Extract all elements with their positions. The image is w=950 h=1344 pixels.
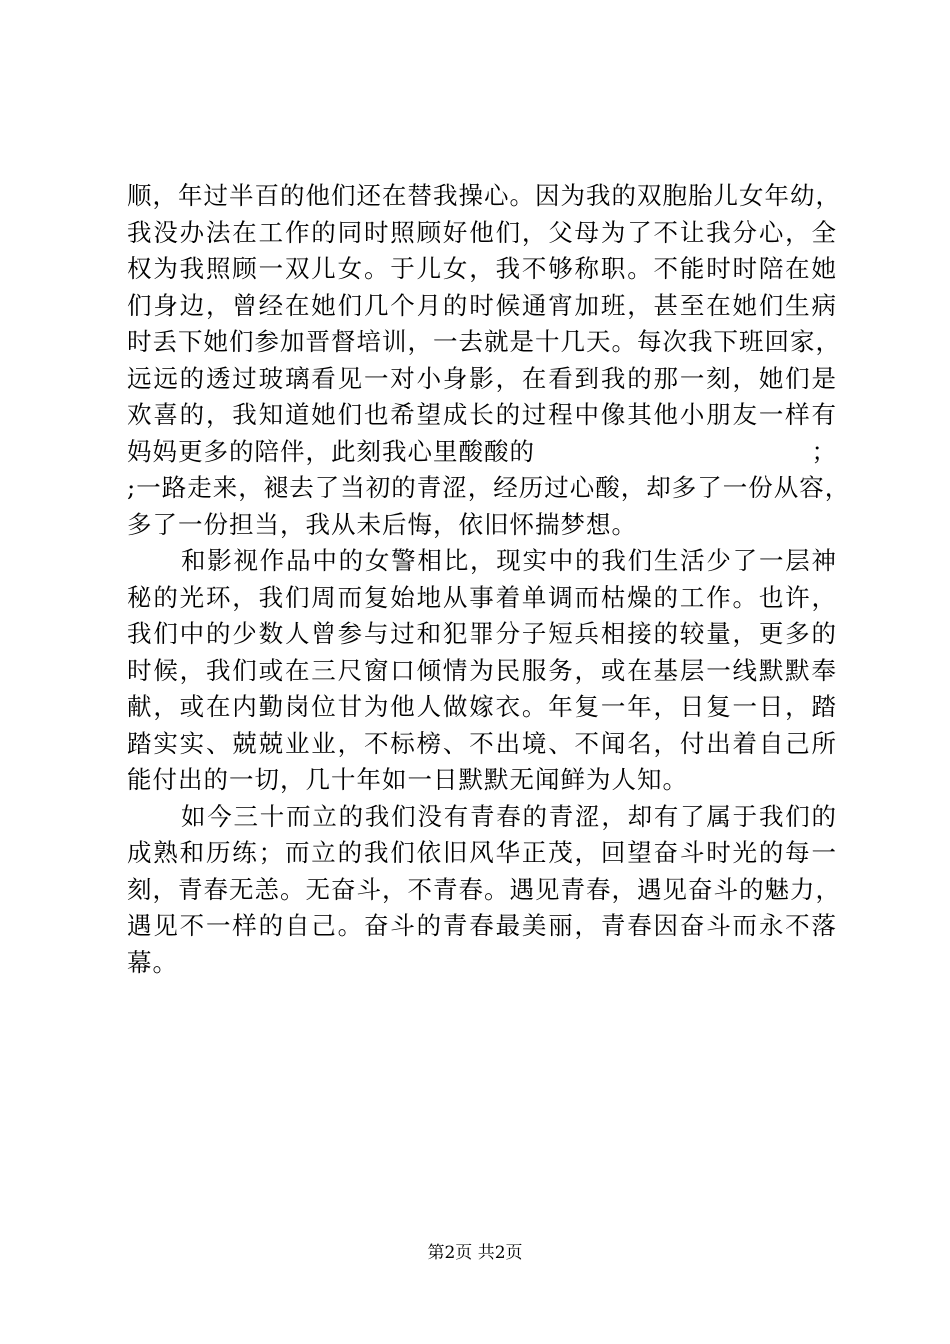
text-line: 时丢下她们参加晋督培训，一去就是十几天。每次我下班回家， xyxy=(127,327,841,356)
text-line: 我们中的少数人曾参与过和犯罪分子短兵相接的较量，更多的 xyxy=(127,619,837,648)
text-line-part: ； xyxy=(811,436,837,466)
text-line: 成熟和历练；而立的我们依旧风华正茂，回望奋斗时光的每一 xyxy=(127,838,837,867)
page-number-footer: 第2页 共2页 xyxy=(427,1243,523,1263)
text-line: 踏实实、兢兢业业，不标榜、不出境、不闻名，付出着自己所 xyxy=(127,728,837,758)
text-line xyxy=(127,434,837,471)
text-line: 欢喜的，我知道她们也希望成长的过程中像其他小朋友一样有 xyxy=(127,400,837,429)
text-line: 秘的光环，我们周而复始地从事着单调而枯燥的工作。也许， xyxy=(127,582,837,612)
text-line: 们身边，曾经在她们几个月的时候通宵加班，甚至在她们生病 xyxy=(127,290,837,320)
text-line: 刻，青春无恙。无奋斗，不青春。遇见青春，遇见奋斗的魅力， xyxy=(127,874,841,904)
text-line: 献，或在内勤岗位甘为他人做嫁衣。年复一年，日复一日，踏 xyxy=(127,692,837,721)
text-line-part: 妈妈更多的陪伴，此刻我心里酸酸的 xyxy=(127,436,535,466)
text-line: 如今三十而立的我们没有青春的青涩，却有了属于我们的 xyxy=(181,801,837,831)
text-line: 多了一份担当，我从未后悔，依旧怀揣梦想。 xyxy=(127,509,637,539)
text-line: 权为我照顾一双儿女。于儿女，我不够称职。不能时时陪在她 xyxy=(127,254,837,283)
text-line: 遇见不一样的自己。奋斗的青春最美丽，青春因奋斗而永不落 xyxy=(127,911,837,940)
text-line: 顺，年过半百的他们还在替我操心。因为我的双胞胎儿女年幼， xyxy=(127,181,841,210)
text-line: 能付出的一切，几十年如一日默默无闻鲜为人知。 xyxy=(127,765,688,794)
text-line: 远远的透过玻璃看见一对小身影，在看到我的那一刻，她们是 xyxy=(127,363,837,393)
text-line: 和影视作品中的女警相比，现实中的我们生活少了一层神 xyxy=(181,546,837,575)
text-line: 时候，我们或在三尺窗口倾情为民服务，或在基层一线默默奉 xyxy=(127,655,837,685)
text-line: 幕。 xyxy=(127,947,178,977)
document-body xyxy=(127,178,851,981)
text-line: 我没办法在工作的同时照顾好他们，父母为了不让我分心，全 xyxy=(127,217,837,247)
text-line: ;一路走来，褪去了当初的青涩，经历过心酸，却多了一份从容， xyxy=(127,473,851,502)
